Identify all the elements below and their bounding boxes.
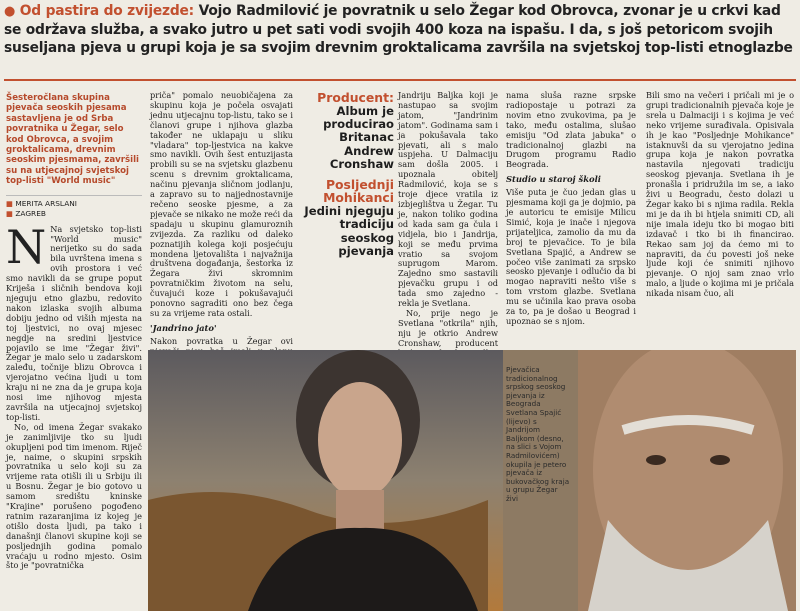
subhead-jandrino-jato: 'Jandrino jato' [150,322,217,333]
paragraph: Na svjetsko top-listi "World music" nerijetko su do sada bila uvrštena imena s ovih prostora i već smo navikli da se grupe poput Kriješa i sličnih bendova koji njeguju etno glazbu, redovito nakon izlaska svojih albuma dobiju jedno od viših mjesta na toj ljestvici, no ovaj mjesec negdje na sredini ljestvice pojavilo se ime "Žegar živi". Žegar je malo selo u zadarskom zaleđu, točnije blizu Obrovca i vjerojatno većina ljudi u tom kraju ni ne zna da je grupa koja nosi ime njihovog mjesta završila na utjecajnoj svjetskoj top-listi. [6,223,142,422]
paragraph: priča" pomalo neuobičajena za skupinu koja je počela osvajati jednu utjecajnu top-listu, tako se i članovi grupe i njihova glazba također ne uklapaju u sliku "vladara" top-ljestvica na kakve smo navikli. Ovih šest entuzijasta probili su se na svjetsku glazbenu scenu s drevnim groktalicama, načinu pjevanja sličnom jodlanju, a zapravo su to najjednostavnije rečeno seoske pjesme, a za pjevače se nikako ne može reći da spadaju u skupinu glamuroznih zvijezda. Za razliku od daleko poznatijih kolega koji posjećuju mondena ljetovališta i najvažnija društvena događanja, šestorka iz Žegara živi skromnim povratničkim životom na selu, čuvajući koze i pokušavajući ponovno sagraditi ono bez čega su za vrijeme rata ostali. [150,90,293,318]
photo-illustration [148,350,796,611]
photo-caption: Pjevačica tradicionalnog srpskog seoskog pjevanja iz Beograda Svetlana Spajić (lijevo) s Jandrijom Baljkom (desno, na slici s Vojom Radmilovićem) okupila je petero pjevača iz bukovačkog kraja u grupu Žegar živi [506,365,570,503]
square-icon: ■ [6,198,13,208]
headline-text: Vojo Radmilović je povratnik u selo Žegar kod Obrovca, zvonar je u crkvi kad se održava služba, a svako jutro u pet sati vodi svojih 400 koza na ispašu. I da, s još petoricom svojih suseljana pjeva u grupi koja je sa svojim drevnim groktalicama završila na svjetskoj top-listi etnoglazbe [4,3,793,56]
article-photo [148,350,796,611]
drop-cap: N [6,219,47,274]
byline-place: ZAGREB [15,208,46,218]
column-1-body [6,219,142,572]
headline [4,2,796,57]
mohikanci-label: Posljednji Mohikanci [323,176,394,206]
byline-author: MERITA ARSLANI [15,198,77,208]
sidebar-quotes [302,91,394,264]
column-5 [646,91,794,299]
paragraph: No, od imena Žegar svakako je zanimljivije tko su ljudi okupljeni pod tim imenom. Riječ je, naime, o skupini srpskih povratnika u selo koji su za vrijeme rata otišli ili u Srbiju ili u Bosnu. Žegar je bio gotovo u samom središtu kninske "Krajine" porušeno pogođeno ratnim razaranjima iz kojeg je otišlo dosta ljudi, pa tako i današnji članovi skupine koji se posljednjih godina pomalo vraćaju u rodno mjesto. Osim što je "povratnička [6,421,142,571]
producer-text: Album je producirao Britanac Andrew Cronshaw [323,103,394,172]
producer-label: Producent: [317,90,394,105]
paragraph: Nakon povratka u Žegar ovi [150,335,293,346]
paragraph: Više puta je čuo jedan glas u pjesmama koji ga je dojmio, pa je autoricu te emisije Milicu Simić, koja je inače i njegova prijateljica, zamolio da mu da broj te pjevačice. To je bila Svetlana Spajić, a Andrew se počeo više zanimati za srpsko seosko pjevanje i odlučio da bi mogao napraviti nešto više s tom vrstom glazbe. Svetlana mu se učinila kao prava osoba za to, pa je došao u Beograd i upoznao se s njom. [506,187,636,326]
paragraph: nama sluša razne srpske radiopostaje u potrazi za novim etno zvukovima, pa je tako, među ostalima, slušao emisiju "Od zlata jabuka" o tradicionalnoj glazbi na Drugom programu Radio Beograda. [506,90,636,170]
square-icon: ■ [6,208,13,218]
paragraph: Bili smo na večeri i pričali mi je o grupi tradicionalnih pjevača koje je srela u Dalmaciji i s kojima je već neko vrijeme surađivala. Opisivala ih je kao "Posljednje Mohikance" istaknuvši da su vjerojatno jedina grupa koja je nakon povratka nastavila njegovati tradiciju seoskog pjevanja. Svetlana ih je pronašla i pridružila im se, a iako živi u Beogradu, često dolazi u Žegar kako bi s njima radila. Rekla mi je da ih bi htjela snimiti CD, ali nije imala ideju tko bi mogao biti izdavač i tko bi ih financirao. Rekao sam joj da ćemo mi to napraviti, da ću povesti još neke ljude koji će snimiti njihovo pjevanje. O njoj sam znao vrlo malo, a ljude o kojima mi je pričala nikada nisam čuo, ali [646,90,794,299]
headline-rule [4,79,796,81]
byline [6,195,142,219]
standfirst: Šesteročlana skupina pjevača seoskih pjesama sastavljena je od Srba povratnika u Žegar, selo kod Obrovca, a svojim groktalicama, drevnim seoskim pjesmama, završili su na utjecajnoj svjetskoj top-listi "World music" [6,93,139,187]
subhead-studio: Studio u staroj školi [506,174,601,185]
column-lead [6,93,142,571]
paragraph: No, prije nego je Svetlana "otkrila" njih, nju je otkrio Andrew Cronshaw, producent [398,307,498,348]
headline-lead: Od pastira do zvijezde: [19,3,194,19]
mohikanci-text: Jedini njeguju tradiciju seoskog pjevanja [304,203,394,259]
bullet-icon: ● [4,4,16,19]
column-4 [506,91,636,327]
man-figure [578,350,796,611]
paragraph: Jandriju Baljka koji je nastupao sa svojim jatom, "Jandrinim jatom". Godinama sam i ja pokušavala tako pjevati, ali s malo uspjeha. U Dalmaciju sam došla 2005. i upoznala obitelj Radmilović, koja se s troje djece vratila iz izbjeglištva u Žegar. Tu je, nakon toliko godina od kada sam ga čula i vidjela, bio i Jandrija, koji se među prvima vratio sa svojom suprugom Marom. Zajedno smo sastavili pjevačku grupu i od tada smo zajedno - rekla je Svetlana. [398,90,498,309]
